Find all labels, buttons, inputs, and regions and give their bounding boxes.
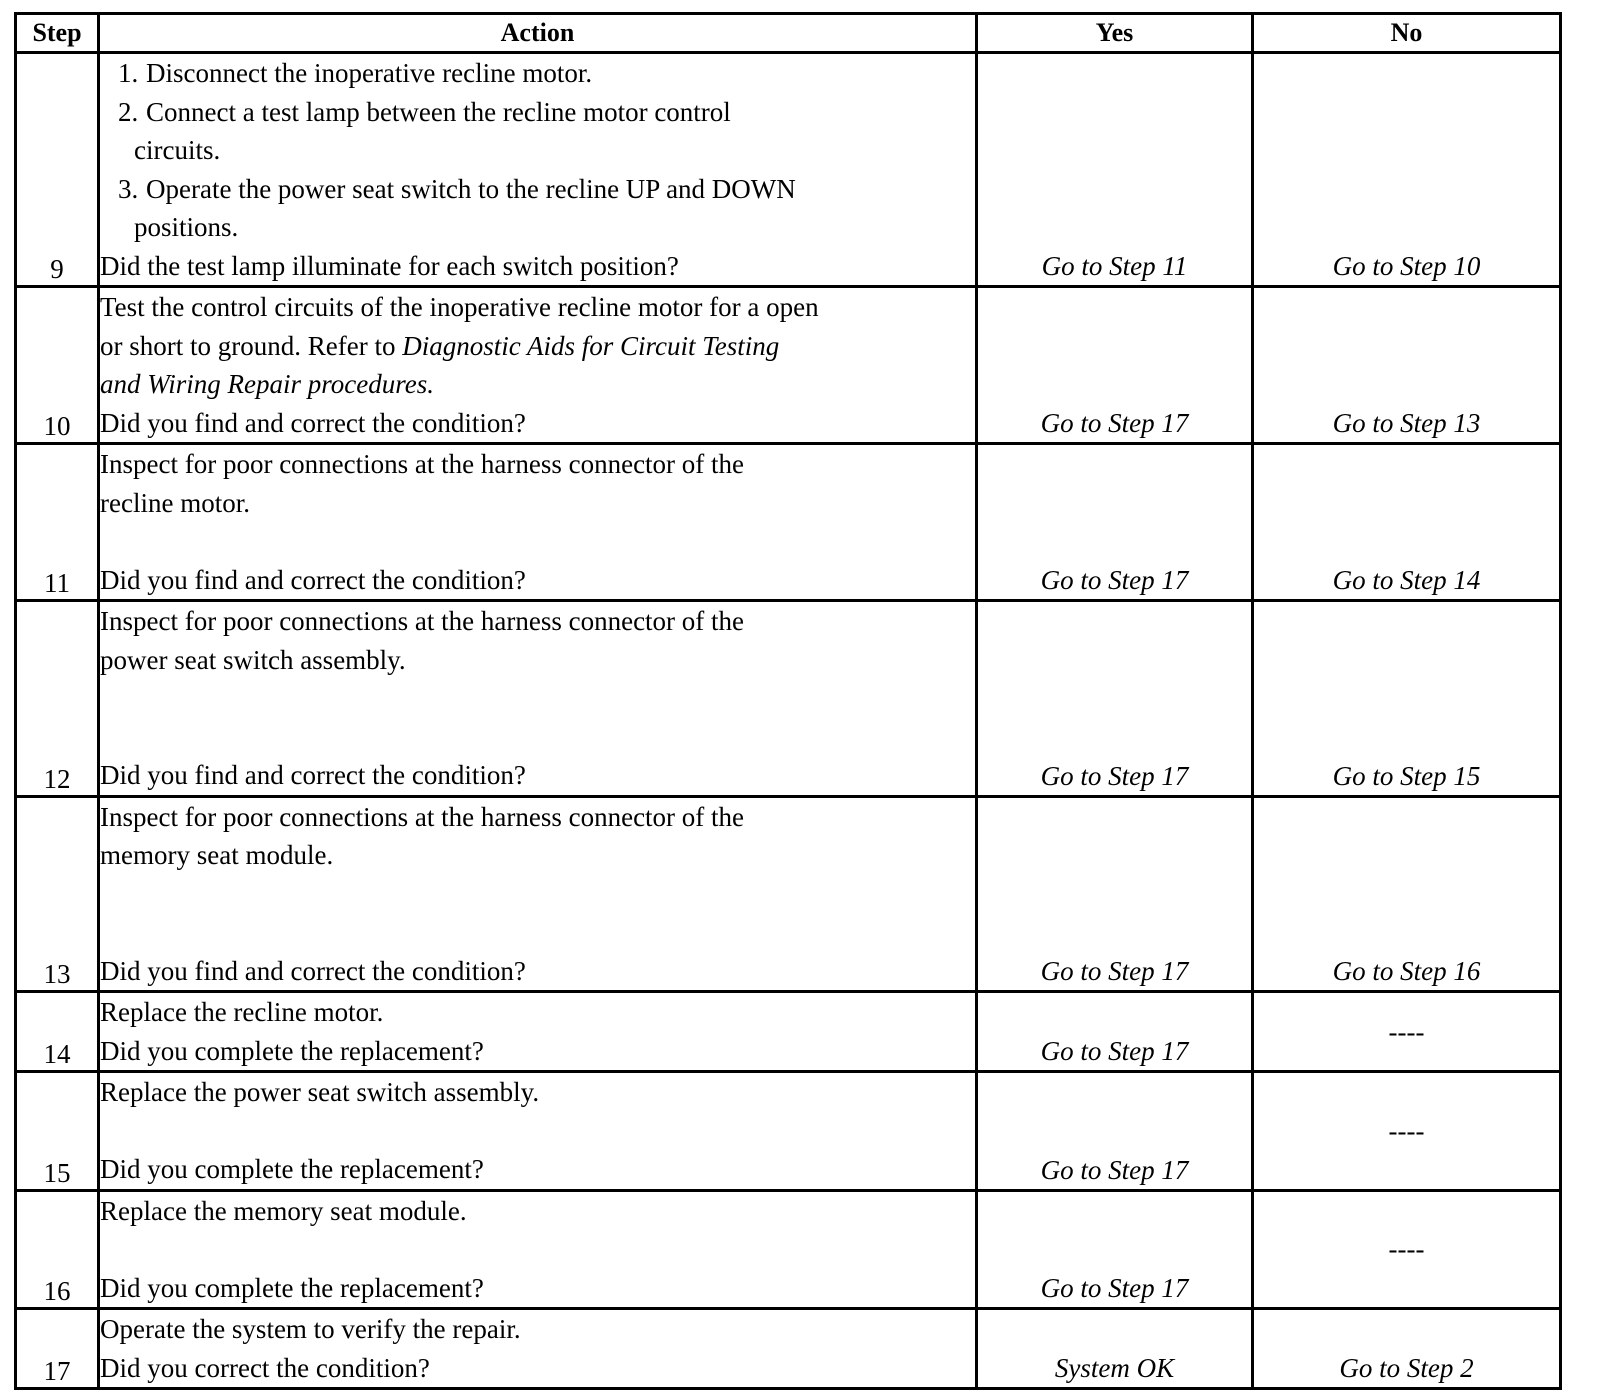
step-number: 13 bbox=[16, 796, 99, 992]
action-cell bbox=[99, 287, 977, 444]
substep-text-continued: circuits. bbox=[134, 135, 221, 165]
action-text: Operate the system to verify the repair. bbox=[100, 1314, 521, 1344]
step-number: 9 bbox=[16, 53, 99, 287]
spacer bbox=[100, 718, 975, 757]
no-result: Go to Step 16 bbox=[1253, 796, 1561, 992]
yes-result: Go to Step 17 bbox=[977, 601, 1253, 797]
yes-result: Go to Step 11 bbox=[977, 53, 1253, 287]
action-text bbox=[100, 327, 975, 366]
step-number: 12 bbox=[16, 601, 99, 797]
table-row-step-12 bbox=[16, 601, 1561, 797]
action-text: Inspect for poor connections at the harness connector of the bbox=[100, 801, 745, 832]
step-number: 14 bbox=[16, 992, 99, 1072]
action-cell bbox=[99, 992, 977, 1072]
action-question: Did you complete the replacement? bbox=[100, 1272, 484, 1303]
yes-result: Go to Step 17 bbox=[977, 1072, 1253, 1191]
action-cell bbox=[99, 1190, 977, 1309]
action-cell bbox=[99, 53, 977, 287]
reference-link-text: and Wiring Repair procedures. bbox=[100, 369, 434, 399]
table-row-step-14 bbox=[16, 992, 1561, 1072]
action-text: Replace the memory seat module. bbox=[100, 1195, 467, 1226]
step-number: 16 bbox=[16, 1190, 99, 1309]
substep-item bbox=[100, 54, 975, 93]
action-text: power seat switch assembly. bbox=[100, 644, 406, 675]
action-text-prefix: or short to ground. Refer to bbox=[100, 330, 403, 361]
table-row-step-17 bbox=[16, 1309, 1561, 1389]
yes-result: Go to Step 17 bbox=[977, 796, 1253, 992]
reference-link-text: Diagnostic Aids for Circuit Testing bbox=[402, 330, 780, 361]
substep-number: 1. bbox=[118, 58, 139, 88]
no-result: Go to Step 2 bbox=[1253, 1309, 1561, 1389]
action-text: Replace the recline motor. bbox=[100, 997, 384, 1027]
table-row-step-13 bbox=[16, 796, 1561, 992]
yes-result: Go to Step 17 bbox=[977, 444, 1253, 601]
action-cell bbox=[99, 796, 977, 992]
step-number: 10 bbox=[16, 287, 99, 444]
header-row bbox=[16, 14, 1561, 53]
table-row-step-10 bbox=[16, 287, 1561, 444]
action-text: memory seat module. bbox=[100, 840, 334, 870]
action-question: Did you correct the condition? bbox=[100, 1352, 430, 1383]
action-cell bbox=[99, 1072, 977, 1191]
action-question: Did you find and correct the condition? bbox=[100, 760, 526, 790]
step-number: 15 bbox=[16, 1072, 99, 1191]
header-yes: Yes bbox=[977, 14, 1253, 53]
action-text: Replace the power seat switch assembly. bbox=[100, 1077, 540, 1107]
substep-item bbox=[100, 170, 975, 247]
yes-result: Go to Step 17 bbox=[977, 1190, 1253, 1309]
no-result: Go to Step 15 bbox=[1253, 601, 1561, 797]
yes-result: Go to Step 17 bbox=[977, 287, 1253, 444]
diagnostic-table-page bbox=[14, 12, 1562, 1390]
action-cell bbox=[99, 1309, 977, 1389]
table-row-step-11 bbox=[16, 444, 1561, 601]
no-result: ---- bbox=[1253, 992, 1561, 1072]
header-action: Action bbox=[99, 14, 977, 53]
substep-list bbox=[100, 54, 975, 247]
step-number: 11 bbox=[16, 444, 99, 601]
action-cell bbox=[99, 444, 977, 601]
no-result: Go to Step 13 bbox=[1253, 287, 1561, 444]
spacer bbox=[100, 522, 975, 561]
header-step: Step bbox=[16, 14, 99, 53]
action-cell bbox=[99, 601, 977, 797]
table-row-step-15 bbox=[16, 1072, 1561, 1191]
table-row-step-9 bbox=[16, 53, 1561, 287]
yes-result: Go to Step 17 bbox=[977, 992, 1253, 1072]
yes-result: System OK bbox=[977, 1309, 1253, 1389]
no-result: ---- bbox=[1253, 1072, 1561, 1191]
no-result: ---- bbox=[1253, 1190, 1561, 1309]
spacer bbox=[100, 913, 975, 952]
diagnostic-table bbox=[14, 12, 1562, 1390]
table-row-step-16 bbox=[16, 1190, 1561, 1309]
header-no: No bbox=[1253, 14, 1561, 53]
substep-text-continued: positions. bbox=[134, 212, 239, 242]
spacer bbox=[100, 875, 975, 914]
no-result: Go to Step 10 bbox=[1253, 53, 1561, 287]
no-result: Go to Step 14 bbox=[1253, 444, 1561, 601]
action-question: Did you find and correct the condition? bbox=[100, 564, 526, 595]
substep-number: 3. bbox=[118, 173, 139, 204]
action-question: Did you complete the replacement? bbox=[100, 1154, 484, 1184]
action-text bbox=[100, 365, 975, 404]
substep-text: Disconnect the inoperative recline motor. bbox=[146, 58, 593, 88]
action-question: Did you find and correct the condition? bbox=[100, 407, 526, 438]
spacer bbox=[100, 679, 975, 718]
step-number: 17 bbox=[16, 1309, 99, 1389]
substep-text: Connect a test lamp between the recline motor control bbox=[146, 96, 731, 127]
action-text: Inspect for poor connections at the harness connector of the bbox=[100, 449, 745, 479]
spacer bbox=[100, 1112, 975, 1151]
action-question: Did you find and correct the condition? bbox=[100, 955, 526, 986]
action-text: recline motor. bbox=[100, 487, 250, 518]
action-text: Inspect for poor connections at the harness connector of the bbox=[100, 606, 745, 636]
action-text: Test the control circuits of the inoperative recline motor for a open bbox=[100, 292, 819, 322]
action-question: Did you complete the replacement? bbox=[100, 1035, 484, 1066]
substep-number: 2. bbox=[118, 96, 139, 127]
substep-item bbox=[100, 93, 975, 170]
substep-text: Operate the power seat switch to the recline UP and DOWN bbox=[146, 173, 796, 204]
action-question: Did the test lamp illuminate for each switch position? bbox=[100, 250, 679, 281]
spacer bbox=[100, 1230, 975, 1269]
